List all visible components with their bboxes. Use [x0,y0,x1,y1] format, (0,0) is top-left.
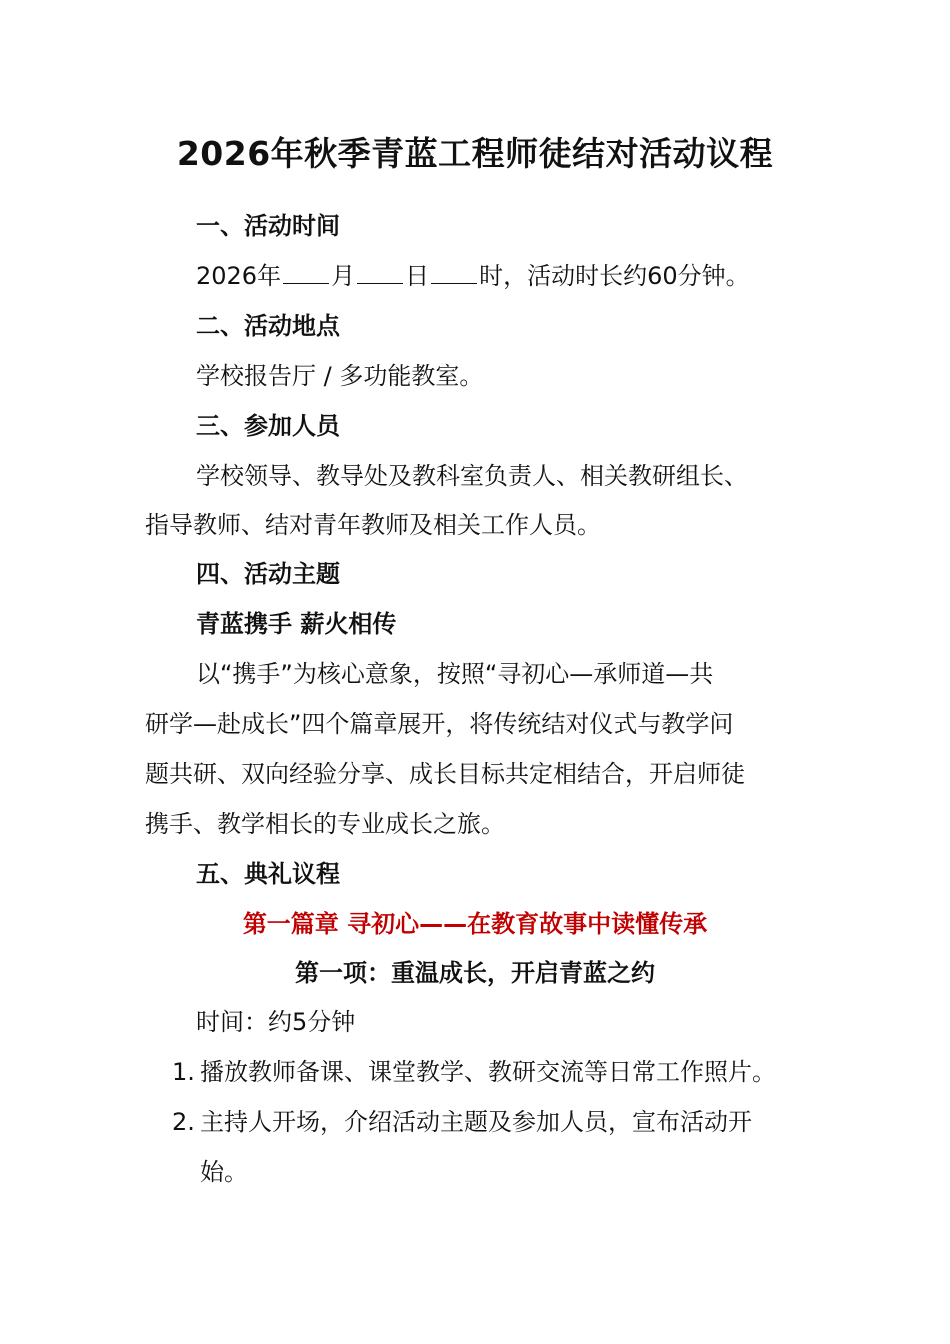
month-blank [283,259,329,284]
theme-text-line-4: 携手、教学相长的专业成长之旅。 [145,810,505,838]
chapter-1-title: 第一篇章 寻初心——在教育故事中读懂传承 [242,910,708,938]
people-text-line-1: 学校领导、教导处及教科室负责人、相关教研组长、 [196,462,748,490]
document-title: 2026年秋季青蓝工程师徒结对活动议程 [176,134,774,173]
time-month: 月 [331,262,356,290]
people-text-line-2: 指导教师、结对青年教师及相关工作人员。 [145,511,601,539]
item-1-title: 第一项：重温成长，开启青蓝之约 [295,959,655,987]
list-item-2-number: 2. [172,1108,195,1136]
item-1-time: 时间：约5分钟 [196,1008,356,1036]
list-item-2-continuation: 始。 [200,1158,248,1186]
section-heading-agenda: 五、典礼议程 [196,860,340,888]
list-item-1-text: 播放教师备课、课堂教学、教研交流等日常工作照片。 [200,1058,776,1086]
section-heading-time: 一、活动时间 [196,212,340,240]
theme-title: 青蓝携手 薪火相传 [196,610,397,638]
time-hour: 时，活动时长约60分钟。 [479,262,750,290]
list-item-1-number: 1. [172,1058,195,1086]
time-text [196,259,750,293]
theme-text-line-2: 研学—赴成长”四个篇章展开，将传统结对仪式与教学问 [145,710,734,738]
section-heading-people: 三、参加人员 [196,412,340,440]
time-day: 日 [405,262,430,290]
section-heading-place: 二、活动地点 [196,312,340,340]
hour-blank [431,259,477,284]
time-year: 2026年 [196,262,282,290]
place-text: 学校报告厅 / 多功能教室。 [196,362,484,390]
day-blank [357,259,403,284]
theme-text-line-1: 以“携手”为核心意象，按照“寻初心—承师道—共 [196,660,714,688]
theme-text-line-3: 题共研、双向经验分享、成长目标共定相结合，开启师徒 [145,760,745,788]
list-item-2-text: 主持人开场，介绍活动主题及参加人员，宣布活动开 [200,1108,752,1136]
section-heading-theme: 四、活动主题 [196,560,340,588]
